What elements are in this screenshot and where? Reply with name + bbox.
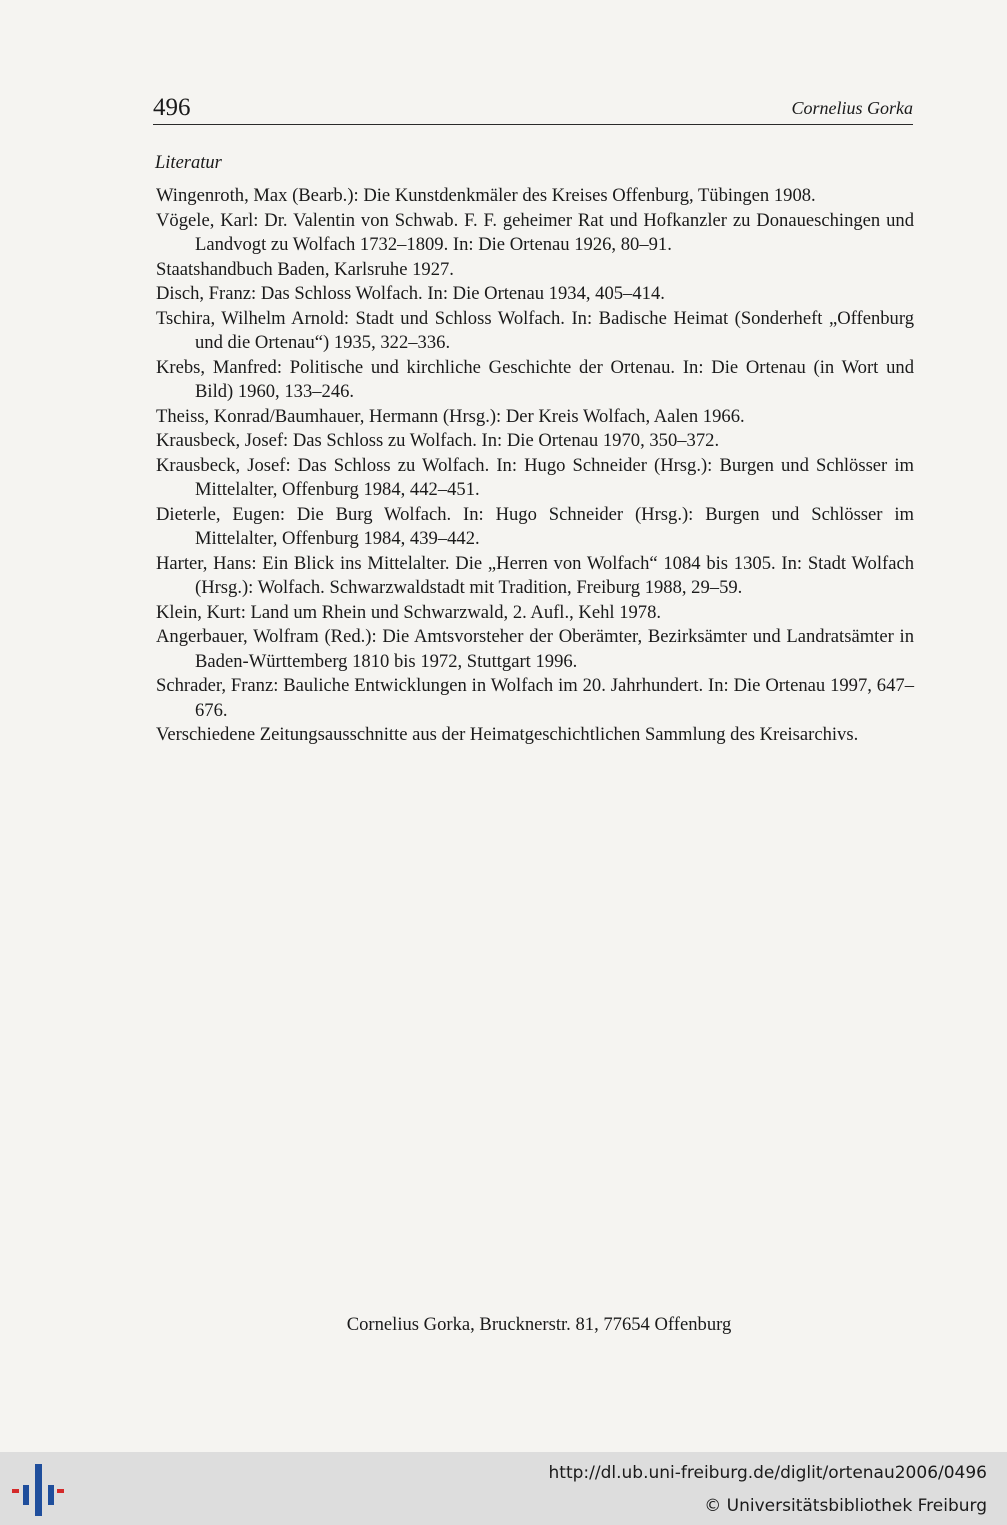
page-header — [153, 92, 913, 125]
copyright-notice: © Universitätsbibliothek Freiburg — [704, 1496, 987, 1516]
bibliography-entry: Wingenroth, Max (Bearb.): Die Kunstdenkmäler des Kreises Offenburg, Tübingen 1908. — [156, 185, 816, 206]
bibliography-list — [156, 184, 914, 748]
bibliography-entry: Vögele, Karl: Dr. Valentin von Schwab. F. F. geheimer Rat und Hofkanzler zu Donaueschingen und Landvogt zu Wolfach 1732–1809. In: Die Ortenau 1926, 80–91. — [156, 209, 914, 255]
bibliography-entry: Krebs, Manfred: Politische und kirchliche Geschichte der Ortenau. In: Die Ortenau (in Wort und Bild) 1960, 133–246. — [156, 356, 914, 402]
running-head-author: Cornelius Gorka — [791, 98, 913, 118]
bibliography-entry: Angerbauer, Wolfram (Red.): Die Amtsvorsteher der Oberämter, Bezirksämter und Landratsämter in Baden-Württemberg 1810 bis 1972, Stuttgart 1996. — [156, 626, 914, 672]
bibliography-entry: Staatshandbuch Baden, Karlsruhe 1927. — [156, 258, 454, 280]
bibliography-entry: Theiss, Konrad/Baumhauer, Hermann (Hrsg.): Der Kreis Wolfach, Aalen 1966. — [156, 405, 745, 427]
ub-freiburg-logo-icon — [12, 1464, 64, 1516]
bibliography-entry: Disch, Franz: Das Schloss Wolfach. In: Die Ortenau 1934, 405–414. — [156, 283, 665, 304]
bibliography-entry: Verschiedene Zeitungsausschnitte aus der Heimatgeschichtlichen Sammlung des Kreisarchivs. — [156, 724, 859, 745]
bibliography-entry: Dieterle, Eugen: Die Burg Wolfach. In: Hugo Schneider (Hrsg.): Burgen und Schlösser im Mittelalter, Offenburg 1984, 439–442. — [156, 503, 914, 549]
bibliography-entry: Tschira, Wilhelm Arnold: Stadt und Schloss Wolfach. In: Badische Heimat (Sonderheft „Offenburg und die Ortenau“) 1935, 322–336. — [156, 307, 914, 353]
footer-bar — [0, 1452, 1007, 1525]
bibliography-entry: Schrader, Franz: Bauliche Entwicklungen in Wolfach im 20. Jahrhundert. In: Die Ortenau 1997, 647–676. — [156, 675, 914, 721]
bibliography-entry: Krausbeck, Josef: Das Schloss zu Wolfach. In: Die Ortenau 1970, 350–372. — [156, 430, 720, 451]
page-number: 496 — [153, 94, 191, 121]
bibliography-entry: Harter, Hans: Ein Blick ins Mittelalter. Die „Herren von Wolfach“ 1084 bis 1305. In: Stadt Wolfach (Hrsg.): Wolfach. Schwarzwaldstadt mit Tradition, Freiburg 1988, 29–59. — [156, 552, 914, 598]
bibliography-entry: Krausbeck, Josef: Das Schloss zu Wolfach. In: Hugo Schneider (Hrsg.): Burgen und Schlösser im Mittelalter, Offenburg 1984, 442–451. — [156, 454, 914, 500]
section-title: Literatur — [155, 153, 222, 173]
author-address: Cornelius Gorka, Brucknerstr. 81, 77654 Offenburg — [346, 1314, 732, 1335]
bibliography-entry: Klein, Kurt: Land um Rhein und Schwarzwald, 2. Aufl., Kehl 1978. — [156, 601, 662, 623]
digital-library-link[interactable]: http://dl.ub.uni-freiburg.de/diglit/ortenau2006/0496 — [548, 1463, 987, 1483]
